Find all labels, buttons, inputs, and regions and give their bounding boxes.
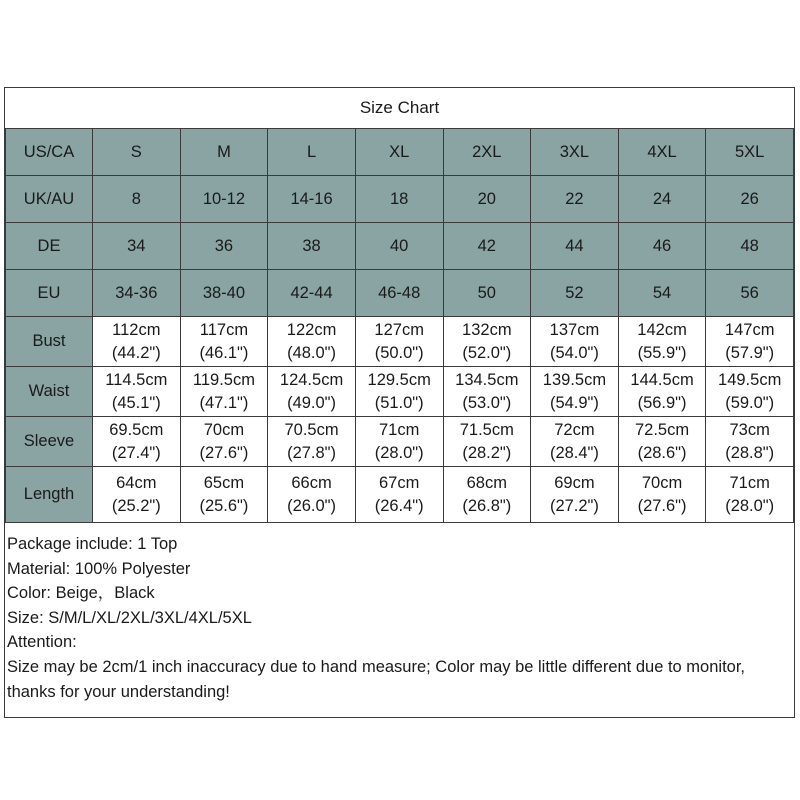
cell: 36: [180, 223, 268, 270]
inch-value: (47.1"): [199, 393, 249, 412]
cell: 42-44: [268, 270, 356, 317]
cell: 46-48: [355, 270, 443, 317]
chart-title: Size Chart: [359, 98, 440, 117]
size-table: [5, 128, 794, 523]
cell: [706, 367, 794, 417]
cell: [93, 417, 181, 467]
inch-value: (53.0"): [462, 393, 512, 412]
cell: 22: [531, 176, 619, 223]
cell: 52: [531, 270, 619, 317]
cell: 38-40: [180, 270, 268, 317]
inch-value: (27.8"): [287, 443, 337, 462]
inch-value: (27.4"): [111, 443, 161, 462]
cell: [355, 467, 443, 523]
size-row-de: [6, 223, 794, 270]
cell: [531, 367, 619, 417]
cell: [93, 317, 181, 367]
inch-value: (27.2"): [549, 496, 599, 515]
cm-value: 64cm: [116, 473, 157, 492]
cell: 40: [355, 223, 443, 270]
disclaimer-note: Size may be 2cm/1 inch inaccuracy due to hand measure; Color may be little different due to monitor, thanks for your understanding!: [7, 657, 745, 701]
cm-value: 149.5cm: [718, 370, 782, 389]
cm-value: 65cm: [203, 473, 245, 492]
cell: 38: [268, 223, 356, 270]
cm-value: 72.5cm: [635, 420, 690, 439]
inch-value: (28.4"): [549, 443, 599, 462]
inch-value: (54.9"): [549, 393, 599, 412]
inch-value: (52.0"): [462, 343, 512, 362]
cell: 8: [93, 176, 181, 223]
cm-value: 124.5cm: [279, 370, 344, 389]
package-note: Package include: 1 Top: [7, 535, 178, 553]
row-header-uk-au: UK/AU: [6, 176, 93, 223]
cell: 20: [443, 176, 531, 223]
inch-value: (57.9"): [725, 343, 775, 362]
cell: 34-36: [93, 270, 181, 317]
cell: [443, 367, 531, 417]
cell: [706, 317, 794, 367]
cell: [268, 367, 356, 417]
cm-value: 122cm: [286, 320, 337, 339]
cell: 34: [93, 223, 181, 270]
cell: [618, 367, 706, 417]
cell: [618, 467, 706, 523]
cell: [531, 417, 619, 467]
cell: 5XL: [706, 129, 794, 176]
size-row-us-ca: [6, 129, 794, 176]
inch-value: (54.0"): [549, 343, 599, 362]
row-header-de: DE: [6, 223, 93, 270]
cell: [93, 467, 181, 523]
cm-value: 142cm: [637, 320, 687, 339]
cell: 48: [706, 223, 794, 270]
cell: 18: [355, 176, 443, 223]
inch-value: (28.0"): [725, 496, 775, 515]
material-note: Material: 100% Polyester: [7, 559, 191, 578]
cm-value: 127cm: [374, 320, 424, 339]
cm-value: 129.5cm: [367, 370, 431, 389]
cell: [706, 467, 794, 523]
cm-value: 71cm: [379, 420, 420, 439]
cell: 26: [706, 176, 794, 223]
cell: [443, 467, 531, 523]
cm-value: 73cm: [729, 420, 770, 439]
cell: S: [93, 129, 181, 176]
inch-value: (28.8"): [725, 443, 775, 462]
cell: [268, 317, 356, 367]
row-header-bust: Bust: [6, 317, 93, 367]
attention-label: Attention:: [7, 633, 77, 652]
inch-value: (25.2"): [111, 496, 161, 515]
product-notes: [7, 532, 792, 704]
size-row-uk-au: [6, 176, 794, 223]
measure-row-waist: [6, 367, 794, 417]
cm-value: 137cm: [549, 320, 600, 339]
size-chart-sheet: [4, 87, 795, 718]
cm-value: 70cm: [641, 473, 683, 492]
cm-value: 69cm: [554, 473, 595, 492]
measure-row-sleeve: [6, 417, 794, 467]
size-row-eu: [6, 270, 794, 317]
inch-value: (26.0"): [287, 496, 337, 515]
cell: 46: [618, 223, 706, 270]
cell: [180, 417, 268, 467]
cell: [443, 417, 531, 467]
cm-value: 69.5cm: [109, 420, 164, 439]
size-note: Size: S/M/L/XL/2XL/3XL/4XL/5XL: [7, 608, 252, 627]
cell: [531, 467, 619, 523]
cell: 54: [618, 270, 706, 317]
inch-value: (27.6"): [199, 443, 249, 462]
cm-value: 144.5cm: [630, 370, 694, 389]
measure-row-length: [6, 467, 794, 523]
cell: 56: [706, 270, 794, 317]
cm-value: 114.5cm: [105, 370, 168, 389]
cm-value: 72cm: [554, 420, 595, 439]
cell: [180, 367, 268, 417]
inch-value: (28.6"): [637, 443, 687, 462]
cm-value: 147cm: [724, 320, 775, 339]
inch-value: (45.1"): [111, 393, 161, 412]
inch-value: (50.0"): [374, 343, 424, 362]
inch-value: (28.2"): [462, 443, 512, 462]
cm-value: 68cm: [466, 473, 507, 492]
cm-value: 112cm: [112, 320, 161, 339]
cell: L: [268, 129, 356, 176]
row-header-eu: EU: [6, 270, 93, 317]
inch-value: (49.0"): [287, 393, 337, 412]
cm-value: 119.5cm: [192, 370, 255, 389]
cell: 10-12: [180, 176, 268, 223]
cell: [355, 367, 443, 417]
inch-value: (27.6"): [637, 496, 687, 515]
inch-value: (51.0"): [374, 393, 424, 412]
inch-value: (56.9"): [637, 393, 687, 412]
cell: 4XL: [618, 129, 706, 176]
row-header-us-ca: US/CA: [6, 129, 93, 176]
row-header-sleeve: Sleeve: [6, 417, 93, 467]
cm-value: 66cm: [291, 473, 332, 492]
cell: [531, 317, 619, 367]
cell: 44: [531, 223, 619, 270]
cm-value: 132cm: [462, 320, 512, 339]
cm-value: 67cm: [379, 473, 420, 492]
cm-value: 70cm: [203, 420, 245, 439]
color-note: Color: Beige，Black: [7, 584, 155, 603]
cell: [268, 467, 356, 523]
cell: [355, 317, 443, 367]
cell: 42: [443, 223, 531, 270]
cm-value: 134.5cm: [455, 370, 519, 389]
inch-value: (59.0"): [725, 393, 775, 412]
cell: 2XL: [443, 129, 531, 176]
cell: [180, 317, 268, 367]
cell: 50: [443, 270, 531, 317]
cell: 24: [618, 176, 706, 223]
inch-value: (46.1"): [199, 343, 249, 362]
inch-value: (55.9"): [637, 343, 687, 362]
inch-value: (26.8"): [462, 496, 512, 515]
cm-value: 71cm: [729, 473, 770, 492]
inch-value: (26.4"): [374, 496, 424, 515]
measure-row-bust: [6, 317, 794, 367]
cell: [268, 417, 356, 467]
cell: M: [180, 129, 268, 176]
cell: [355, 417, 443, 467]
cell: [618, 317, 706, 367]
inch-value: (48.0"): [287, 343, 337, 362]
cell: [443, 317, 531, 367]
cm-value: 117cm: [199, 320, 249, 339]
cm-value: 139.5cm: [542, 370, 607, 389]
cell: [93, 367, 181, 417]
cell: 14-16: [268, 176, 356, 223]
row-header-length: Length: [6, 467, 93, 523]
cm-value: 71.5cm: [459, 420, 514, 439]
inch-value: (28.0"): [374, 443, 424, 462]
cell: XL: [355, 129, 443, 176]
cell: [180, 467, 268, 523]
cell: 3XL: [531, 129, 619, 176]
cm-value: 70.5cm: [284, 420, 339, 439]
row-header-waist: Waist: [6, 367, 93, 417]
inch-value: (44.2"): [111, 343, 161, 362]
inch-value: (25.6"): [199, 496, 249, 515]
cell: [618, 417, 706, 467]
cell: [706, 417, 794, 467]
